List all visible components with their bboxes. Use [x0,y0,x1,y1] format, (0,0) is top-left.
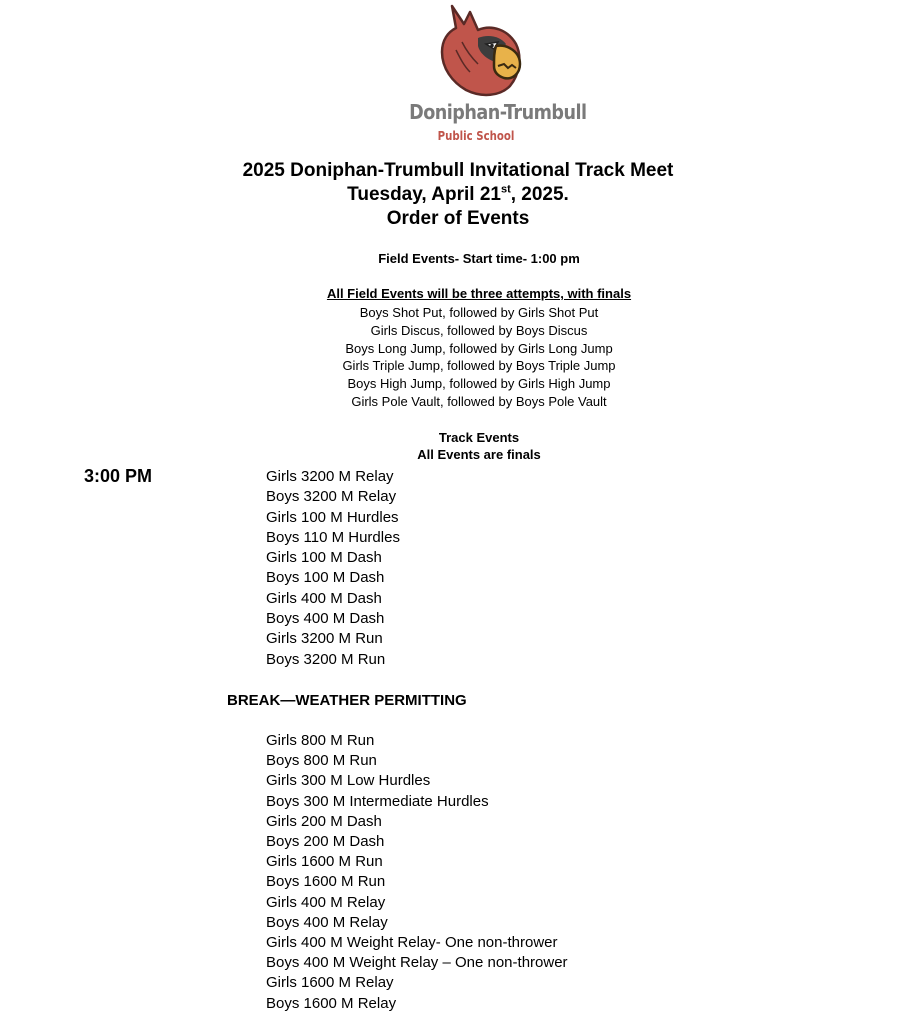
track-event-item: Boys 1600 M Run [266,873,386,891]
track-event-item: Girls 3200 M Run [266,630,383,648]
track-event-item: Girls 3200 M Relay [266,468,394,485]
meet-date-ordinal: st [500,183,511,196]
school-logo [400,0,587,150]
track-event-item: Boys 1600 M Relay [266,994,397,1012]
meet-date [0,184,916,206]
track-event-item: Boys 800 M Run [266,752,377,770]
track-event-item: Boys 400 M Relay [266,913,388,931]
track-event-item: Boys 200 M Dash [266,833,385,851]
school-name: Doniphan-Trumbull [409,100,587,124]
meet-date-year: , 2025. [510,184,569,205]
track-event-item: Boys 3200 M Relay [266,488,397,506]
track-event-item: Girls 400 M Dash [266,589,382,607]
track-event-item: Girls 1600 M Relay [266,974,394,992]
school-subtitle: Public School [437,129,515,143]
track-event-item: Boys 400 M Dash [266,610,385,628]
track-events-heading: Track Events [438,430,520,445]
field-events-heading: Field Events- Start time- 1:00 pm [378,251,580,266]
track-event-item: Girls 200 M Dash [266,812,382,830]
track-event-item: Girls 1600 M Run [266,853,383,871]
track-event-item: Boys 100 M Dash [266,569,385,587]
track-events-list-1 [266,467,400,670]
field-event-item: Boys Shot Put, followed by Girls Shot Put [359,305,599,320]
track-event-item: Boys 300 M Intermediate Hurdles [266,792,489,810]
field-events-list [0,304,916,411]
field-event-item: Girls Triple Jump, followed by Boys Triple Jump [342,358,616,374]
track-events-subheading: All Events are finals [417,447,541,462]
track-event-item: Boys 110 M Hurdles [266,528,400,546]
field-event-item: Girls Discus, followed by Boys Discus [370,322,588,338]
order-of-events-title: Order of Events [386,208,530,229]
field-event-item: Boys Long Jump, followed by Girls Long Jump [345,340,613,356]
track-event-item: Girls 100 M Hurdles [266,508,399,526]
break-label: BREAK—WEATHER PERMITTING [227,692,467,709]
track-event-item: Girls 800 M Run [266,732,375,749]
track-start-time: 3:00 PM [84,466,153,486]
cardinal-head-icon [434,2,524,98]
track-event-item: Girls 300 M Low Hurdles [266,772,431,790]
field-event-item: Girls Pole Vault, followed by Boys Pole Vault [351,393,607,409]
track-event-item: Girls 100 M Dash [266,549,382,567]
field-events-note: All Field Events will be three attempts, with finals [326,286,632,301]
track-event-item: Girls 400 M Relay [266,893,386,911]
meet-title: 2025 Doniphan-Trumbull Invitational Track Meet [242,160,674,181]
field-event-item: Boys High Jump, followed by Girls High Jump [347,376,611,392]
track-event-item: Girls 400 M Weight Relay- One non-thrower [266,934,558,952]
track-event-item: Boys 400 M Weight Relay – One non-thrower [266,954,568,972]
track-events-list-2 [266,731,568,1014]
track-event-item: Boys 3200 M Run [266,650,386,668]
meet-date-text: Tuesday, April 21 [347,184,501,205]
